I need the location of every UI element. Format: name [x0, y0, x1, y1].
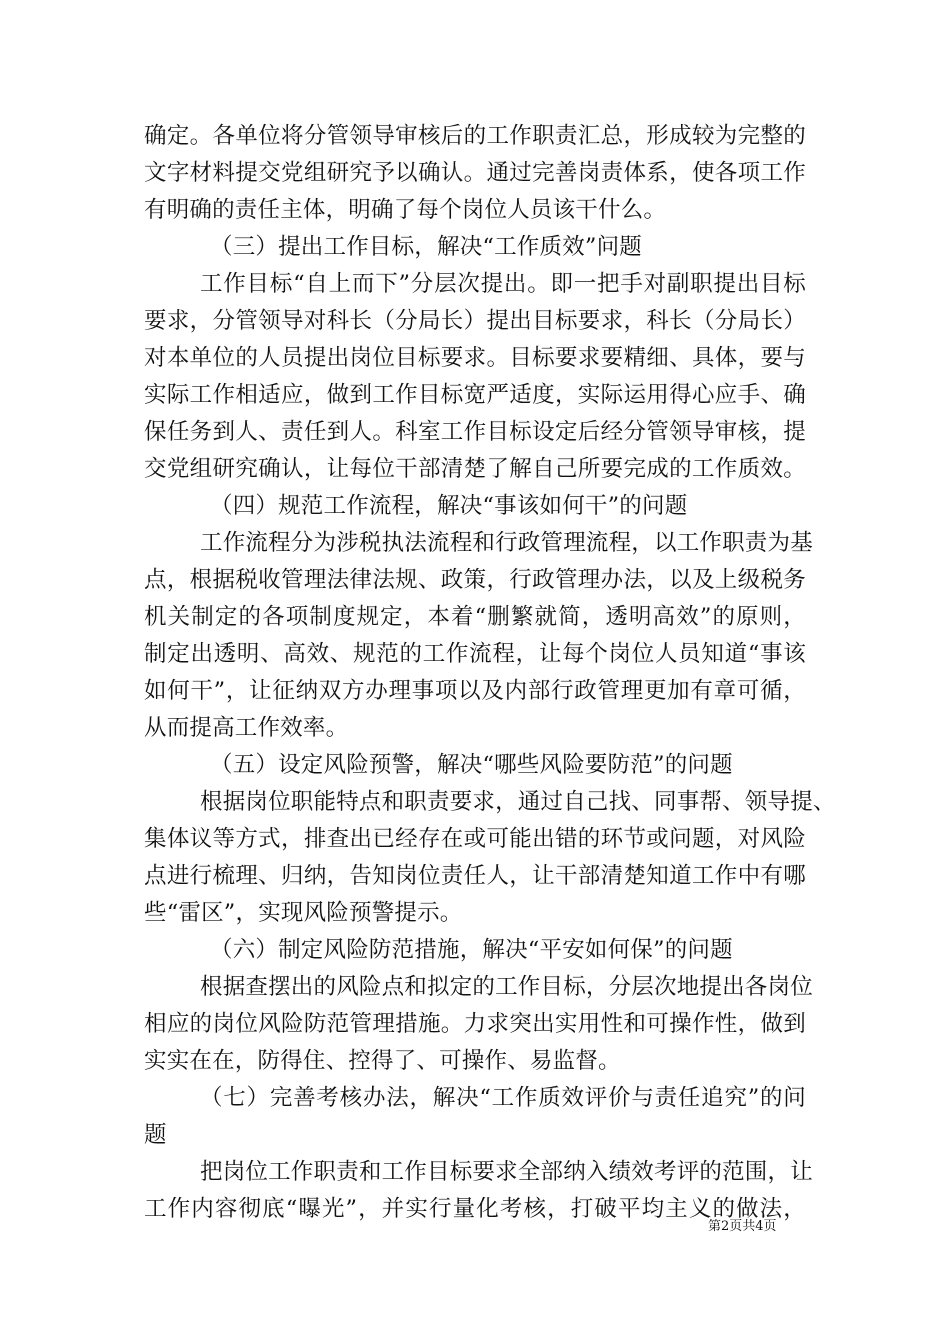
- body-text-line: 集体议等方式，排查出已经存在或可能出错的环节或问题，对风险: [144, 826, 806, 852]
- section-heading: （七）完善考核办法，解决“工作质效评价与责任追究”的问: [200, 1085, 806, 1111]
- section-heading-continuation: 题: [144, 1122, 167, 1148]
- body-text-line: 根据查摆出的风险点和拟定的工作目标，分层次地提出各岗位: [200, 974, 813, 1000]
- body-text-line: 确定。各单位将分管领导审核后的工作职责汇总，形成较为完整的: [144, 123, 806, 149]
- section-heading: （三）提出工作目标，解决“工作质效”问题: [210, 234, 643, 260]
- body-text-line: 些“雷区”，实现风险预警提示。: [144, 900, 463, 926]
- section-heading: （五）设定风险预警，解决“哪些风险要防范”的问题: [210, 752, 733, 778]
- body-text-line: 实实在在，防得住、控得了、可操作、易监督。: [144, 1048, 621, 1074]
- body-text-line: 工作流程分为涉税执法流程和行政管理流程，以工作职责为基: [200, 530, 813, 556]
- body-text-line: 保任务到人、责任到人。科室工作目标设定后经分管领导审核，提: [144, 419, 806, 445]
- body-text-line: 工作内容彻底“曝光”，并实行量化考核，打破平均主义的做法，: [144, 1196, 806, 1222]
- body-text-line: 要求，分管领导对科长（分局长）提出目标要求，科长（分局长）: [144, 308, 806, 334]
- body-text-line: 交党组研究确认，让每位干部清楚了解自己所要完成的工作质效。: [144, 456, 806, 482]
- body-text-line: 有明确的责任主体，明确了每个岗位人员该干什么。: [144, 197, 667, 223]
- body-text-line: 工作目标“自上而下”分层次提出。即一把手对副职提出目标: [200, 271, 806, 297]
- body-text-line: 制定出透明、高效、规范的工作流程，让每个岗位人员知道“事该: [144, 641, 806, 667]
- body-text-line: 根据岗位职能特点和职责要求，通过自己找、同事帮、领导提、: [200, 789, 836, 815]
- body-text-line: 如何干”，让征纳双方办理事项以及内部行政管理更加有章可循，: [144, 678, 806, 704]
- body-text-line: 对本单位的人员提出岗位目标要求。目标要求要精细、具体，要与: [144, 345, 806, 371]
- section-heading: （六）制定风险防范措施，解决“平安如何保”的问题: [210, 937, 733, 963]
- body-text-line: 点，根据税收管理法律法规、政策，行政管理办法，以及上级税务: [144, 567, 806, 593]
- body-text-line: 点进行梳理、归纳，告知岗位责任人，让干部清楚知道工作中有哪: [144, 863, 806, 889]
- body-text-line: 文字材料提交党组研究予以确认。通过完善岗责体系，使各项工作: [144, 160, 806, 186]
- body-text-line: 从而提高工作效率。: [144, 715, 349, 741]
- body-text-line: 把岗位工作职责和工作目标要求全部纳入绩效考评的范围，让: [200, 1159, 813, 1185]
- body-text-line: 相应的岗位风险防范管理措施。力求突出实用性和可操作性，做到: [144, 1011, 806, 1037]
- body-text-line: 实际工作相适应，做到工作目标宽严适度，实际运用得心应手、确: [144, 382, 806, 408]
- page-number-footer: 第2页共4页: [708, 1219, 777, 1234]
- body-text-line: 机关制定的各项制度规定，本着“删繁就简，透明高效”的原则，: [144, 604, 806, 630]
- section-heading: （四）规范工作流程，解决“事该如何干”的问题: [210, 493, 688, 519]
